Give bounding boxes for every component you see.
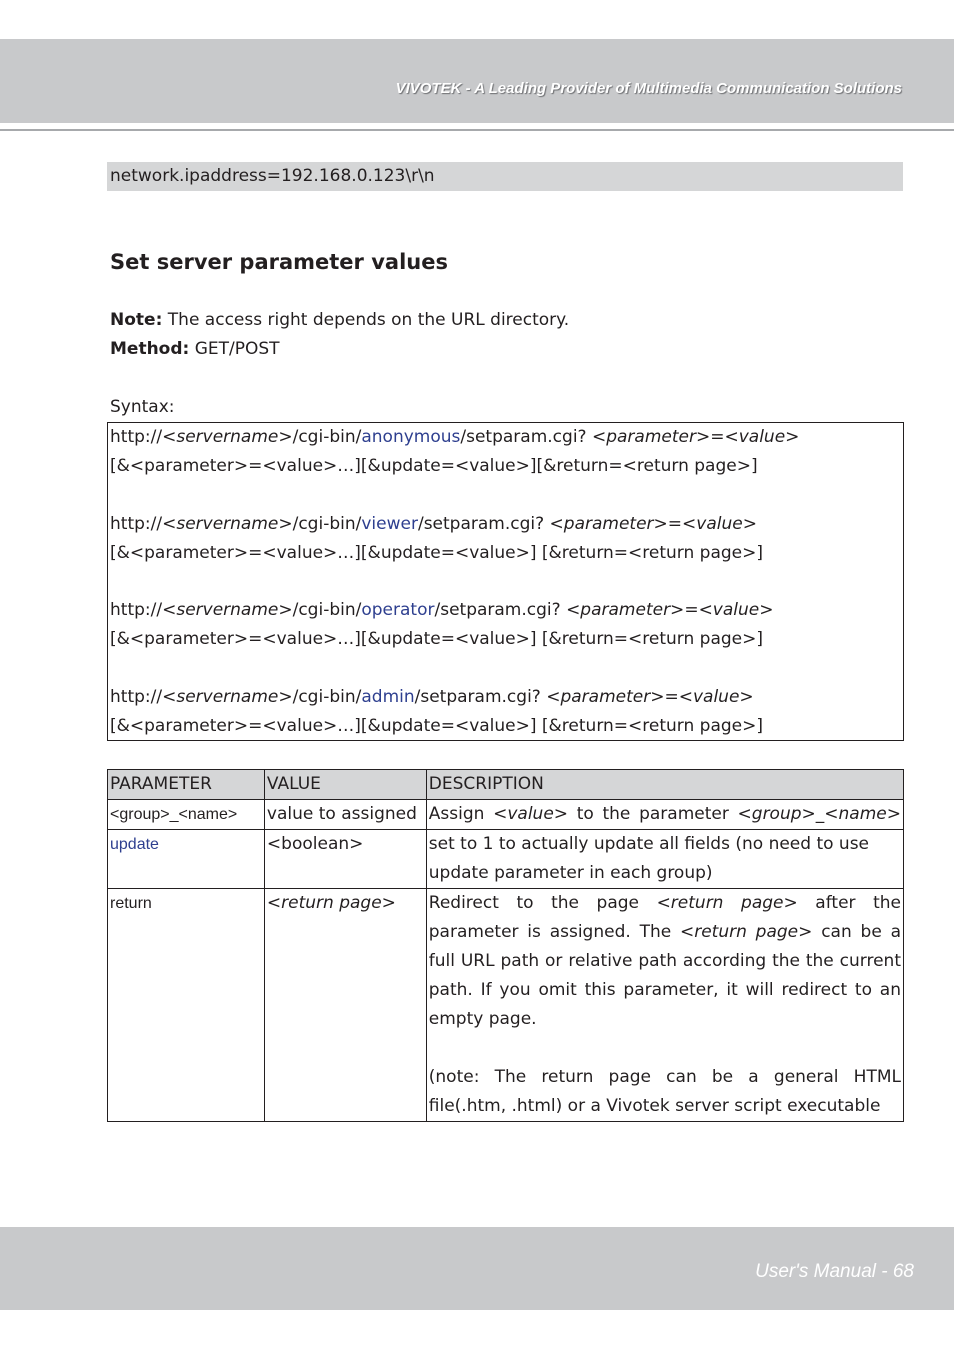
parameter-table bbox=[107, 769, 904, 1122]
syntax-url-operator: http://<servername>/cgi-bin/operator/setparam.cgi? <parameter>=<value> bbox=[110, 600, 774, 621]
description-cell: set to 1 to actually update all fields (no need to use update parameter in each group) bbox=[426, 830, 903, 889]
note-text: The access right depends on the URL directory. bbox=[162, 310, 570, 330]
method-line bbox=[110, 335, 280, 364]
example-output: network.ipaddress=192.168.0.123\r\n bbox=[107, 162, 903, 191]
header-value: VALUE bbox=[264, 770, 426, 800]
syntax-options-anonymous: [&<parameter>=<value>…][&update=<value>][&return=<return page>] bbox=[110, 455, 758, 476]
header-description: DESCRIPTION bbox=[426, 770, 903, 800]
syntax-url-anonymous: http://<servername>/cgi-bin/anonymous/setparam.cgi? <parameter>=<value> bbox=[110, 427, 800, 447]
syntax-box bbox=[107, 422, 904, 741]
description-cell bbox=[426, 889, 903, 1122]
table-header-row bbox=[108, 770, 904, 800]
syntax-url-viewer: http://<servername>/cgi-bin/viewer/setparam.cgi? <parameter>=<value> bbox=[110, 513, 757, 534]
syntax-url-admin: http://<servername>/cgi-bin/admin/setparam.cgi? <parameter>=<value> bbox=[110, 687, 754, 708]
syntax-label: Syntax: bbox=[110, 397, 175, 417]
header-tagline: VIVOTEK - A Leading Provider of Multimedia Communication Solutions bbox=[395, 80, 902, 97]
method-label: Method: bbox=[110, 339, 190, 359]
dir-anonymous: anonymous bbox=[361, 427, 461, 447]
note-label: Note: bbox=[110, 310, 163, 330]
note-line bbox=[110, 306, 569, 335]
syntax-options-operator: [&<parameter>=<value>…][&update=<value>] [&return=<return page>] bbox=[110, 629, 763, 650]
header-divider bbox=[0, 129, 954, 131]
description-paragraph: Redirect to the page <return page> after the parameter is assigned. The <return page> can be a full URL path or relative path according the the current path. If you omit this parameter, it will redirect to an empty page. bbox=[428, 893, 901, 1029]
description-cell: Assign <value> to the parameter <group>_<name> bbox=[426, 800, 903, 830]
dir-viewer: viewer bbox=[361, 513, 418, 534]
param-update: update bbox=[108, 830, 265, 889]
syntax-options-viewer: [&<parameter>=<value>…][&update=<value>] [&return=<return page>] bbox=[110, 542, 763, 563]
dir-operator: operator bbox=[361, 600, 435, 621]
method-text: GET/POST bbox=[189, 339, 280, 359]
value-cell: <return page> bbox=[264, 889, 426, 1122]
value-cell: <boolean> bbox=[264, 830, 426, 889]
page-number: User's Manual - 68 bbox=[755, 1261, 914, 1282]
dir-admin: admin bbox=[361, 687, 415, 708]
param-return: return bbox=[108, 889, 265, 1122]
description-note: (note: The return page can be a general HTML file(.htm, .html) or a Vivotek server script executable bbox=[428, 1067, 901, 1116]
table-row bbox=[108, 800, 904, 830]
value-cell: value to assigned bbox=[264, 800, 426, 830]
header-parameter: PARAMETER bbox=[108, 770, 265, 800]
table-row bbox=[108, 830, 904, 889]
section-title: Set server parameter values bbox=[110, 250, 448, 274]
table-row bbox=[108, 889, 904, 1122]
param-group-name: <group>_<name> bbox=[108, 800, 265, 830]
syntax-options-admin: [&<parameter>=<value>…][&update=<value>] [&return=<return page>] bbox=[110, 715, 763, 736]
